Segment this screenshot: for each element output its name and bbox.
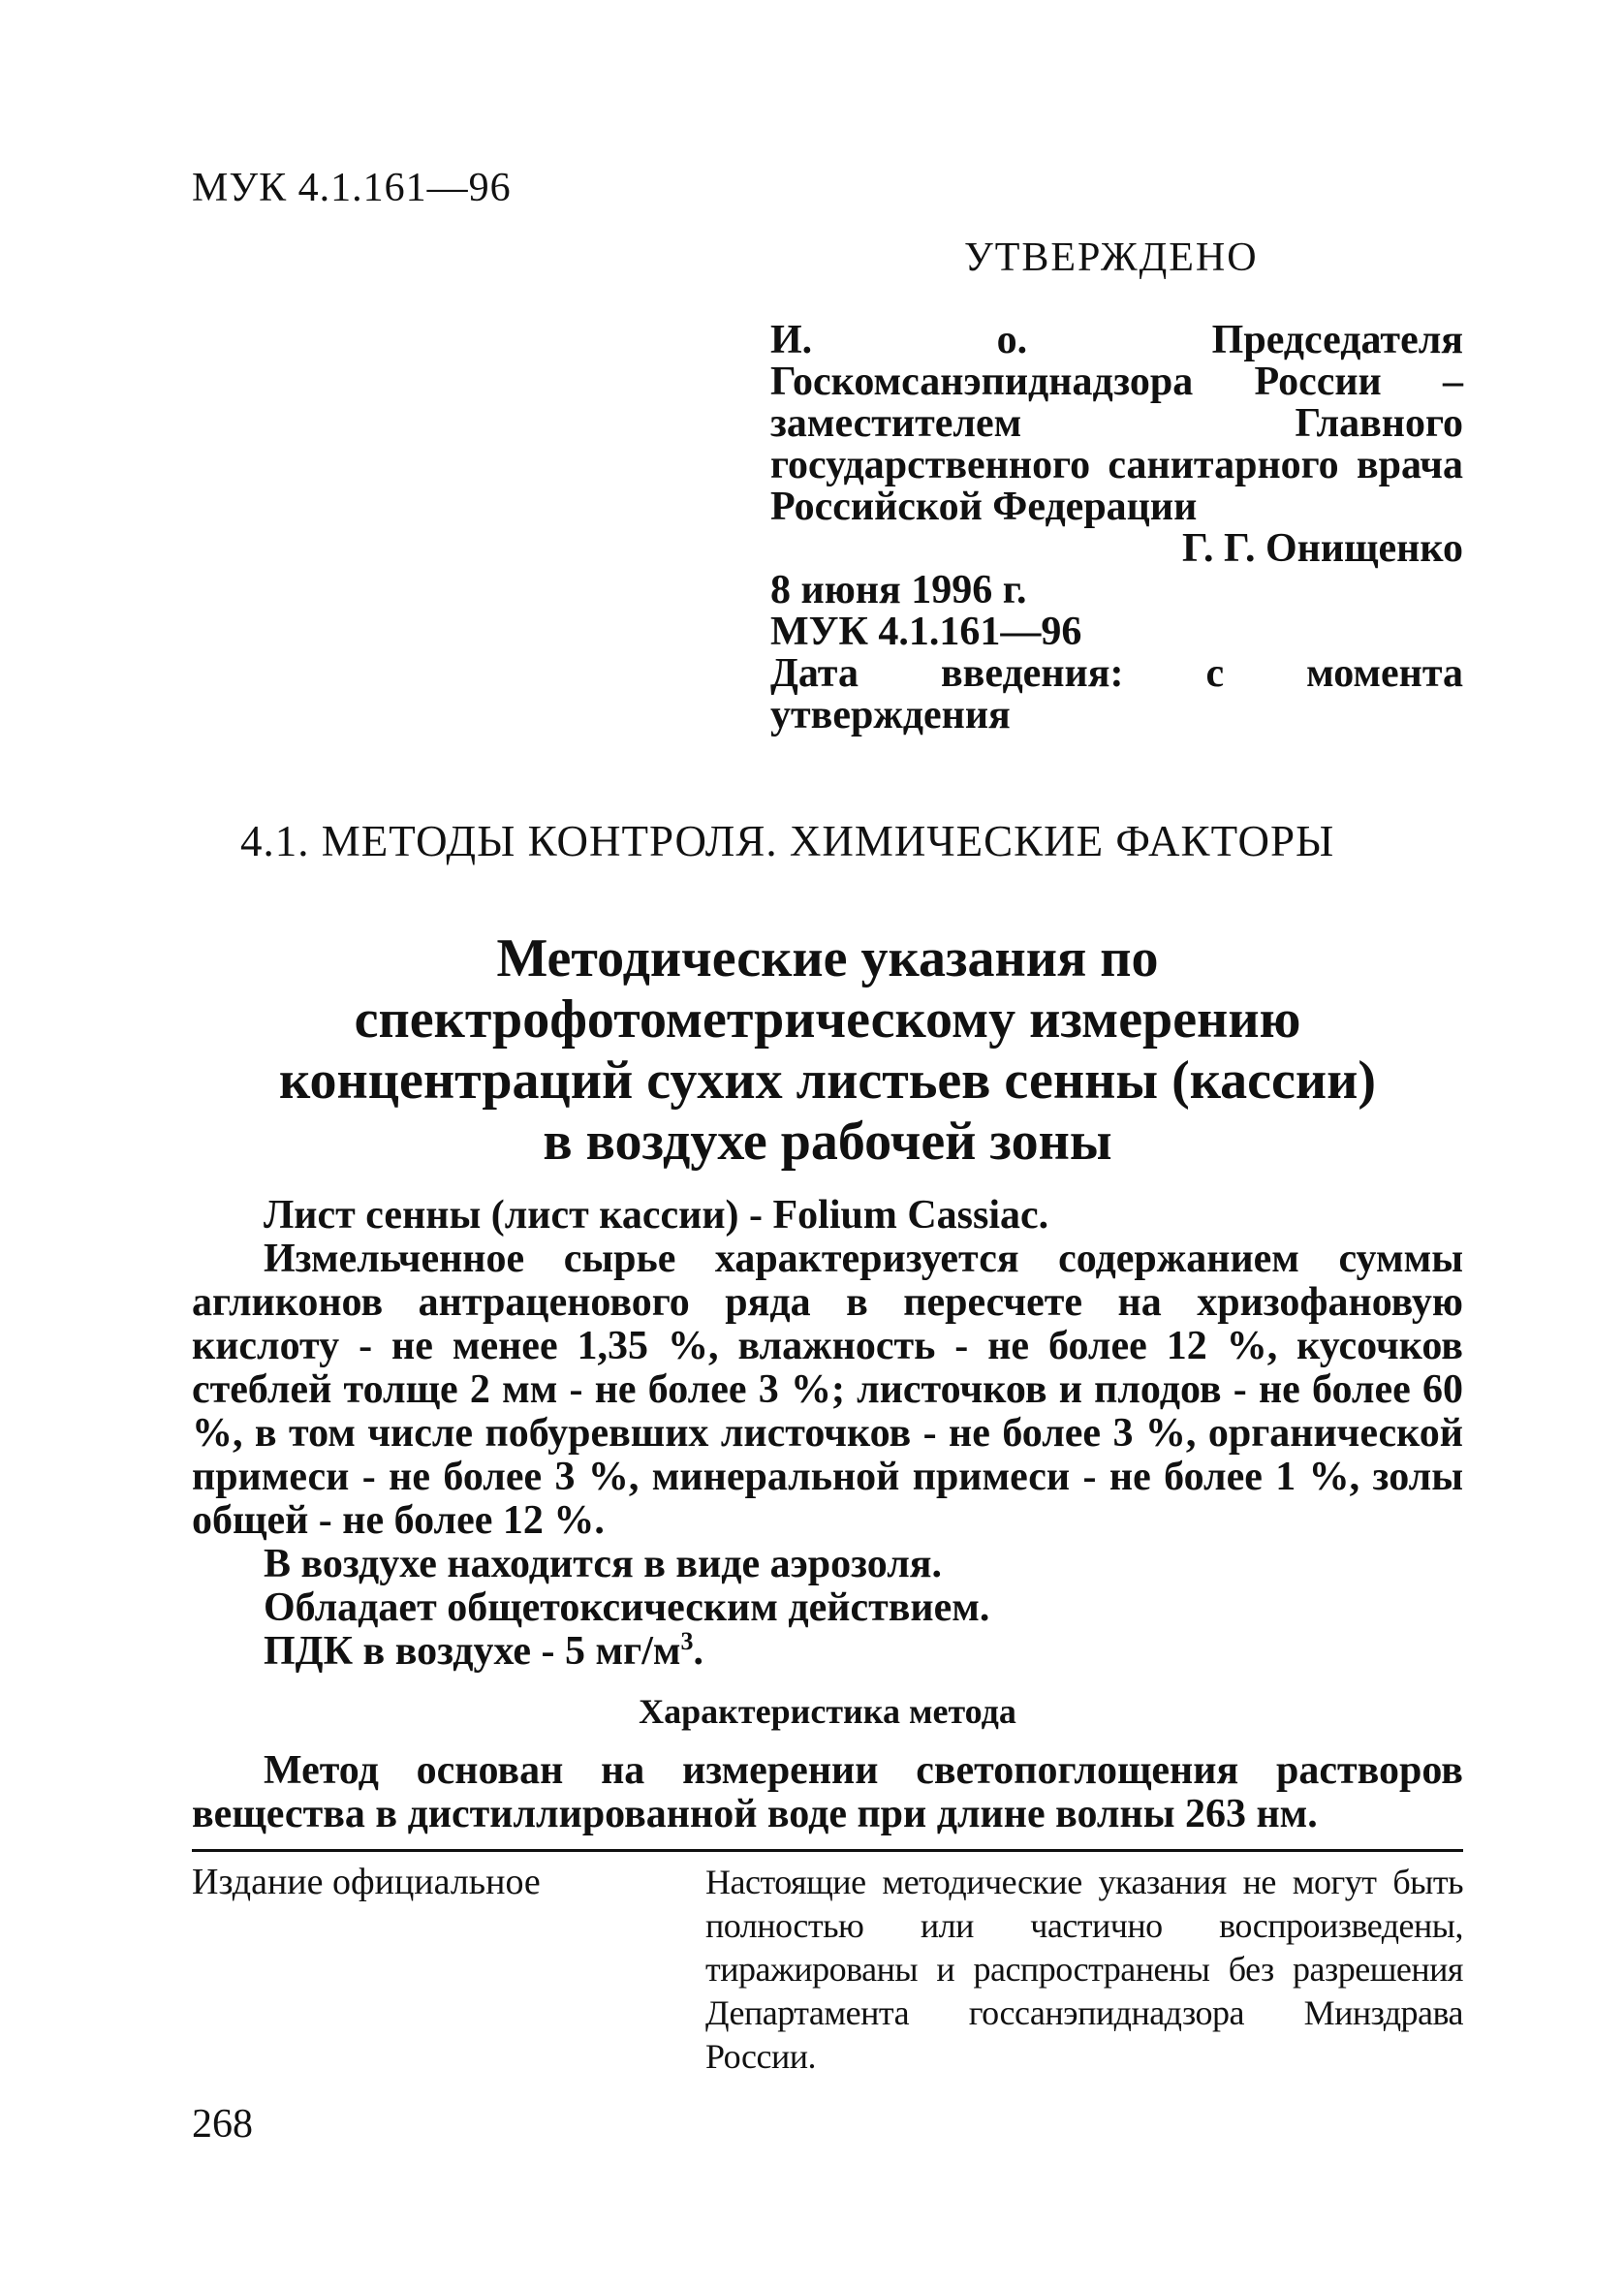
section-heading: 4.1. МЕТОДЫ КОНТРОЛЯ. ХИМИЧЕСКИЕ ФАКТОРЫ [240, 817, 1335, 865]
paragraph-pdk [192, 1627, 1463, 1674]
title-line: концентраций сухих листьев сенны (кассии) [278, 1050, 1377, 1111]
main-title [192, 928, 1463, 1173]
pdk-superscript: 3 [680, 1627, 694, 1655]
title-line: в воздухе рабочей зоны [543, 1112, 1112, 1172]
copyright-notice: Настоящие методические указания не могут быть полностью или частично воспроизведены, тиражированы и распространены без разрешения Департамента госсанэпиднадзора Минздрава России. [705, 1863, 1463, 2076]
approval-code: МУК 4.1.161—96 [770, 610, 1082, 654]
footer-divider [192, 1849, 1463, 1852]
approval-date: 8 июня 1996 г. [770, 568, 1027, 612]
introduction-date: Дата введения: с момента утверждения [770, 651, 1463, 737]
pdk-text: ПДК в воздухе - 5 мг/м [264, 1629, 681, 1674]
document-code: МУК 4.1.161—96 [192, 166, 512, 210]
method-heading: Характеристика метода [639, 1692, 1016, 1731]
method-text [192, 1749, 1463, 1836]
signer-name: Г. Г. Онищенко [1182, 526, 1463, 571]
title-line: спектрофотометрическому измерению [354, 989, 1301, 1050]
method-paragraph: Метод основан на измерении светопоглощения растворов вещества в дистиллированной воде при длине волны 263 нм. [192, 1748, 1463, 1836]
approved-title: УТВЕРЖДЕНО [964, 235, 1259, 280]
title-line: Методические указания по [496, 928, 1159, 988]
paragraph-composition: Измельченное сырье характеризуется содержанием суммы агликонов антраценового ряда в пересчете на хризофановую кислоту - не менее 1,35 %, влажность - не более 12 %, кусочков стеблей толще 2 мм - не более 3 %; листочков и плодов - не более 60 %, в том числе побуревших листочков - не более 3 %, органической примеси - не более 3 %, минеральной примеси - не более 1 %, золы общей - не более 12 %. [192, 1237, 1463, 1543]
edition-label: Издание официальное [192, 1862, 541, 1902]
approver-text: И. о. Председателя Госкомсанэпиднадзора России – заместителем Главного государственного санитарного врача Российской Федерации [770, 318, 1463, 529]
body-text [192, 1194, 1463, 1674]
paragraph-form: В воздухе находится в виде аэрозоля. [264, 1542, 943, 1586]
page-number: 268 [192, 2102, 253, 2147]
pdk-end: . [693, 1629, 703, 1674]
paragraph-name: Лист сенны (лист кассии) - Folium Cassiac. [264, 1193, 1049, 1238]
paragraph-action: Обладает общетоксическим действием. [264, 1585, 990, 1630]
approval-block [770, 237, 1463, 737]
